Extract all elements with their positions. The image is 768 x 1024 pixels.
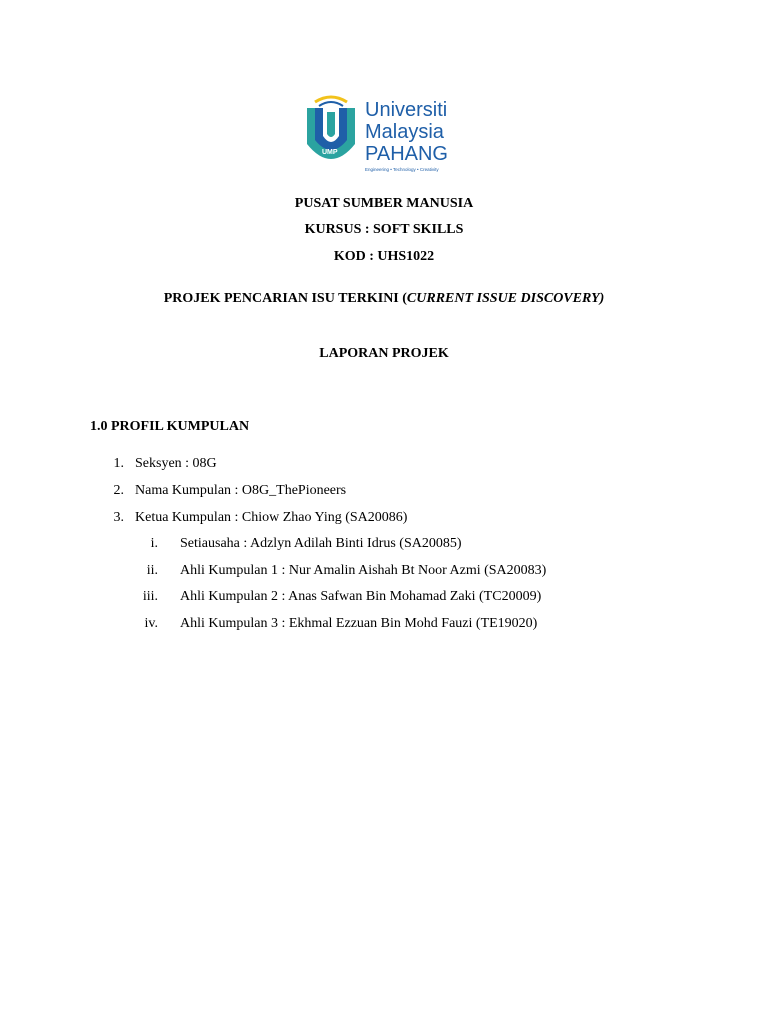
project-title-prefix: PROJEK PENCARIAN ISU TERKINI ( — [163, 291, 407, 306]
list-item-text: Ahli Kumpulan 2 : Anas Safwan Bin Mohamad Zaki (TC20009) — [180, 589, 542, 604]
logo-line2: Malaysia — [365, 121, 444, 143]
list-marker: 2. — [113, 483, 124, 498]
list-marker: iv. — [144, 616, 158, 631]
list-item-text: Ahli Kumpulan 1 : Nur Amalin Aishah Bt Noor Azmi (SA20083) — [180, 563, 547, 578]
list-item-text: Nama Kumpulan : O8G_ThePioneers — [135, 483, 347, 498]
university-logo — [305, 94, 467, 178]
list-marker: 3. — [113, 510, 124, 525]
ump-logo-icon — [305, 94, 467, 178]
project-title-italic: CURRENT ISSUE DISCOVERY) — [406, 291, 605, 306]
section-heading: 1.0 PROFIL KUMPULAN — [90, 419, 250, 434]
logo-line3: PAHANG — [365, 143, 448, 165]
header-line-3: KOD : UHS1022 — [333, 249, 435, 264]
report-title: LAPORAN PROJEK — [319, 346, 449, 361]
list-marker: 1. — [113, 456, 124, 471]
logo-badge: UMP — [322, 149, 338, 156]
list-marker: ii. — [146, 563, 158, 578]
logo-line1: Universiti — [365, 99, 448, 121]
list-item-text: Ahli Kumpulan 3 : Ekhmal Ezzuan Bin Mohd Fauzi (TE19020) — [180, 616, 538, 631]
logo-arc-icon — [319, 102, 343, 106]
list-marker: i. — [150, 536, 158, 551]
list-item-text: Setiausaha : Adzlyn Adilah Binti Idrus (SA20085) — [180, 536, 462, 551]
list-marker: iii. — [142, 589, 158, 604]
header-line-2: KURSUS : SOFT SKILLS — [304, 222, 464, 237]
header-line-1: PUSAT SUMBER MANUSIA — [294, 196, 474, 211]
shield-center-icon — [327, 112, 335, 137]
list-item-text: Seksyen : 08G — [135, 456, 217, 471]
logo-tagline: Engineering • Technology • Creativity — [365, 167, 439, 172]
project-title — [0, 290, 768, 308]
list-item-text: Ketua Kumpulan : Chiow Zhao Ying (SA20086) — [135, 510, 408, 525]
